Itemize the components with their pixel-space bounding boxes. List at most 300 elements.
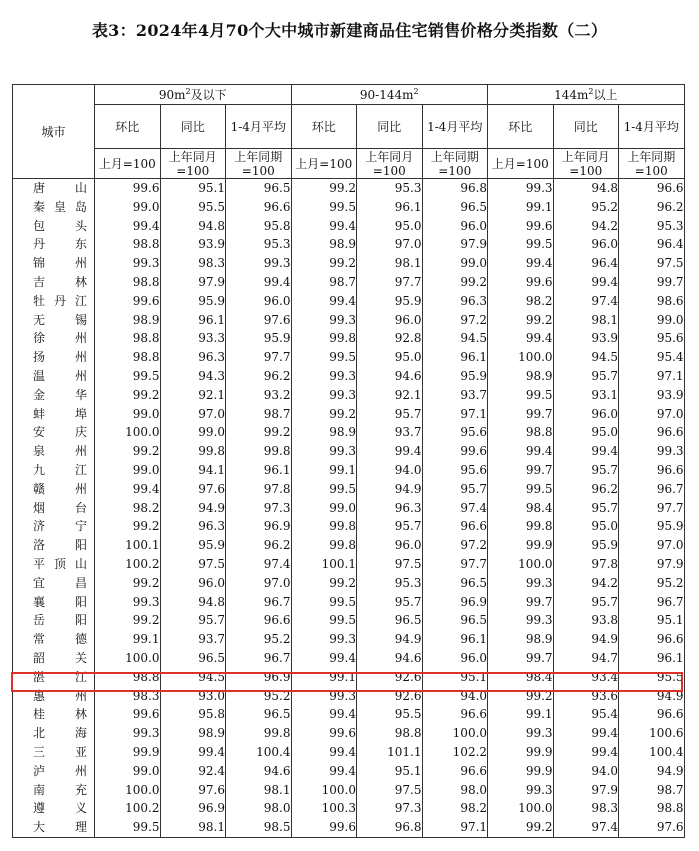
- city-name: 无锡: [33, 312, 87, 327]
- table-row: [13, 781, 685, 800]
- value-cell: 98.4: [488, 499, 554, 518]
- city-cell: [13, 649, 95, 668]
- value-cell: 98.1: [553, 311, 619, 330]
- value-cell: 96.0: [422, 217, 488, 236]
- value-cell: 95.2: [553, 198, 619, 217]
- value-cell: 99.3: [291, 367, 357, 386]
- value-cell: 95.5: [357, 705, 423, 724]
- value-cell: 96.2: [226, 536, 292, 555]
- price-index-table: [12, 84, 685, 838]
- value-cell: 100.4: [619, 743, 685, 762]
- value-cell: 100.2: [95, 799, 161, 818]
- value-cell: 97.3: [226, 499, 292, 518]
- value-cell: 99.8: [226, 442, 292, 461]
- value-cell: 97.7: [357, 273, 423, 292]
- city-cell: [13, 329, 95, 348]
- value-cell: 98.2: [422, 799, 488, 818]
- city-name: 韶关: [33, 650, 87, 665]
- value-cell: 94.9: [619, 762, 685, 781]
- table-row: [13, 273, 685, 292]
- value-cell: 96.0: [226, 292, 292, 311]
- city-cell: [13, 762, 95, 781]
- city-name: 徐州: [33, 331, 87, 346]
- value-cell: 98.8: [488, 423, 554, 442]
- value-cell: 99.6: [291, 818, 357, 837]
- value-cell: 97.6: [619, 818, 685, 837]
- value-cell: 98.8: [619, 799, 685, 818]
- value-cell: 96.7: [619, 480, 685, 499]
- value-cell: 96.0: [553, 405, 619, 424]
- value-cell: 93.3: [160, 329, 226, 348]
- value-cell: 96.0: [553, 235, 619, 254]
- value-cell: 99.5: [488, 480, 554, 499]
- value-cell: 95.7: [553, 499, 619, 518]
- value-cell: 94.0: [553, 762, 619, 781]
- value-cell: 99.2: [291, 405, 357, 424]
- value-cell: 96.5: [422, 198, 488, 217]
- value-cell: 99.7: [488, 649, 554, 668]
- table-row: [13, 499, 685, 518]
- sub-column-header: 1-4月平均: [226, 105, 292, 149]
- value-cell: 95.2: [226, 630, 292, 649]
- value-cell: 95.9: [553, 536, 619, 555]
- table-row: [13, 217, 685, 236]
- value-cell: 99.4: [95, 480, 161, 499]
- table-row: [13, 235, 685, 254]
- value-cell: 94.8: [553, 179, 619, 198]
- value-cell: 99.5: [291, 593, 357, 612]
- city-cell: [13, 593, 95, 612]
- value-cell: 97.8: [553, 555, 619, 574]
- value-cell: 99.9: [488, 762, 554, 781]
- sub-column-header: 同比: [553, 105, 619, 149]
- value-cell: 99.2: [95, 386, 161, 405]
- value-cell: 96.9: [226, 517, 292, 536]
- value-cell: 97.4: [553, 818, 619, 837]
- value-cell: 97.1: [422, 405, 488, 424]
- value-cell: 101.1: [357, 743, 423, 762]
- value-cell: 96.3: [357, 499, 423, 518]
- value-cell: 92.1: [357, 386, 423, 405]
- value-cell: 99.8: [488, 517, 554, 536]
- city-name: 济宁: [33, 519, 87, 534]
- value-cell: 99.7: [619, 273, 685, 292]
- value-cell: 93.4: [553, 668, 619, 687]
- value-cell: 95.7: [553, 367, 619, 386]
- value-cell: 99.3: [291, 630, 357, 649]
- value-cell: 95.3: [619, 217, 685, 236]
- base-column-header: 上年同月=100: [553, 149, 619, 179]
- value-cell: 97.5: [619, 254, 685, 273]
- base-column-header: 上年同期=100: [422, 149, 488, 179]
- value-cell: 99.0: [95, 198, 161, 217]
- value-cell: 95.7: [553, 461, 619, 480]
- value-cell: 99.3: [95, 254, 161, 273]
- value-cell: 99.0: [160, 423, 226, 442]
- city-name: 平顶山: [33, 556, 87, 571]
- value-cell: 96.6: [619, 705, 685, 724]
- value-cell: 95.9: [422, 367, 488, 386]
- value-cell: 93.7: [160, 630, 226, 649]
- city-cell: [13, 536, 95, 555]
- value-cell: 96.2: [619, 198, 685, 217]
- city-name: 吉林: [33, 274, 87, 289]
- value-cell: 99.7: [488, 593, 554, 612]
- city-cell: [13, 555, 95, 574]
- value-cell: 96.6: [226, 198, 292, 217]
- value-cell: 99.4: [553, 442, 619, 461]
- value-cell: 95.5: [619, 668, 685, 687]
- value-cell: 99.5: [95, 818, 161, 837]
- value-cell: 98.3: [95, 687, 161, 706]
- city-cell: [13, 461, 95, 480]
- city-name: 襄阳: [33, 594, 87, 609]
- value-cell: 98.2: [95, 499, 161, 518]
- value-cell: 96.7: [619, 593, 685, 612]
- value-cell: 98.9: [160, 724, 226, 743]
- table-row: [13, 386, 685, 405]
- base-column-header: 上年同期=100: [619, 149, 685, 179]
- value-cell: 97.1: [619, 367, 685, 386]
- value-cell: 98.2: [488, 292, 554, 311]
- city-name: 包头: [33, 218, 87, 233]
- value-cell: 99.3: [291, 687, 357, 706]
- city-name: 赣州: [33, 481, 87, 496]
- value-cell: 98.8: [95, 329, 161, 348]
- value-cell: 99.2: [291, 254, 357, 273]
- value-cell: 95.3: [226, 235, 292, 254]
- value-cell: 99.4: [291, 743, 357, 762]
- value-cell: 93.0: [160, 687, 226, 706]
- value-cell: 97.6: [160, 480, 226, 499]
- city-cell: [13, 574, 95, 593]
- value-cell: 96.0: [160, 574, 226, 593]
- value-cell: 94.2: [553, 217, 619, 236]
- value-cell: 96.5: [226, 179, 292, 198]
- value-cell: 99.1: [488, 705, 554, 724]
- value-cell: 99.6: [488, 273, 554, 292]
- value-cell: 98.8: [95, 668, 161, 687]
- value-cell: 99.2: [488, 687, 554, 706]
- value-cell: 99.9: [95, 743, 161, 762]
- value-cell: 100.0: [95, 781, 161, 800]
- value-cell: 99.9: [488, 743, 554, 762]
- table-row: [13, 611, 685, 630]
- value-cell: 96.7: [226, 593, 292, 612]
- value-cell: 100.0: [488, 555, 554, 574]
- value-cell: 100.3: [291, 799, 357, 818]
- value-cell: 95.1: [160, 179, 226, 198]
- value-cell: 96.9: [422, 593, 488, 612]
- value-cell: 95.9: [160, 536, 226, 555]
- value-cell: 99.3: [488, 611, 554, 630]
- table-row: [13, 461, 685, 480]
- value-cell: 99.0: [619, 311, 685, 330]
- city-name: 锦州: [33, 256, 87, 271]
- value-cell: 96.5: [160, 649, 226, 668]
- city-name: 泸州: [33, 763, 87, 778]
- city-cell: [13, 799, 95, 818]
- value-cell: 96.1: [422, 630, 488, 649]
- value-cell: 96.5: [357, 611, 423, 630]
- value-cell: 100.0: [488, 348, 554, 367]
- city-cell: [13, 743, 95, 762]
- value-cell: 96.5: [422, 574, 488, 593]
- value-cell: 94.8: [160, 593, 226, 612]
- value-cell: 99.6: [488, 217, 554, 236]
- city-name: 扬州: [33, 350, 87, 365]
- city-cell: [13, 480, 95, 499]
- value-cell: 95.3: [357, 574, 423, 593]
- value-cell: 95.2: [226, 687, 292, 706]
- value-cell: 99.8: [226, 724, 292, 743]
- table-row: [13, 630, 685, 649]
- base-column-header: 上月=100: [95, 149, 161, 179]
- value-cell: 93.2: [226, 386, 292, 405]
- value-cell: 98.8: [95, 235, 161, 254]
- value-cell: 99.8: [160, 442, 226, 461]
- value-cell: 99.4: [160, 743, 226, 762]
- value-cell: 99.1: [488, 198, 554, 217]
- value-cell: 97.9: [619, 555, 685, 574]
- value-cell: 99.2: [95, 517, 161, 536]
- table-body: [13, 179, 685, 838]
- city-name: 惠州: [33, 688, 87, 703]
- value-cell: 99.7: [488, 405, 554, 424]
- value-cell: 99.2: [488, 818, 554, 837]
- table-row: [13, 423, 685, 442]
- value-cell: 96.4: [553, 254, 619, 273]
- table-row: [13, 762, 685, 781]
- value-cell: 95.7: [422, 480, 488, 499]
- city-name: 大理: [33, 820, 87, 835]
- value-cell: 99.4: [291, 292, 357, 311]
- value-cell: 95.7: [357, 593, 423, 612]
- table-row: [13, 367, 685, 386]
- base-column-header: 上年同月=100: [357, 149, 423, 179]
- value-cell: 97.2: [422, 536, 488, 555]
- city-name: 金华: [33, 387, 87, 402]
- city-name: 温州: [33, 368, 87, 383]
- value-cell: 100.6: [619, 724, 685, 743]
- value-cell: 102.2: [422, 743, 488, 762]
- value-cell: 99.8: [291, 536, 357, 555]
- value-cell: 100.4: [226, 743, 292, 762]
- value-cell: 99.8: [291, 329, 357, 348]
- table-row: [13, 517, 685, 536]
- value-cell: 96.6: [619, 630, 685, 649]
- page-title: 表3：2024年4月70个大中城市新建商品住宅销售价格分类指数（二）: [91, 21, 608, 40]
- value-cell: 95.7: [553, 593, 619, 612]
- value-cell: 99.3: [488, 574, 554, 593]
- table-row: [13, 705, 685, 724]
- value-cell: 92.6: [357, 687, 423, 706]
- value-cell: 94.0: [357, 461, 423, 480]
- value-cell: 99.4: [95, 217, 161, 236]
- value-cell: 99.1: [291, 461, 357, 480]
- table-row: [13, 593, 685, 612]
- value-cell: 99.0: [291, 499, 357, 518]
- value-cell: 99.0: [95, 762, 161, 781]
- table-row: [13, 179, 685, 198]
- city-name: 秦皇岛: [33, 199, 87, 214]
- table-row: [13, 574, 685, 593]
- value-cell: 96.1: [357, 198, 423, 217]
- city-cell: [13, 311, 95, 330]
- value-cell: 94.3: [160, 367, 226, 386]
- city-name: 桂林: [33, 707, 87, 722]
- value-cell: 94.8: [160, 217, 226, 236]
- value-cell: 96.6: [422, 705, 488, 724]
- value-cell: 97.5: [357, 781, 423, 800]
- value-cell: 96.8: [422, 179, 488, 198]
- city-name: 九江: [33, 462, 87, 477]
- value-cell: 98.1: [357, 254, 423, 273]
- value-cell: 99.2: [488, 311, 554, 330]
- value-cell: 92.8: [357, 329, 423, 348]
- table-row: [13, 536, 685, 555]
- value-cell: 96.2: [553, 480, 619, 499]
- value-cell: 99.5: [291, 480, 357, 499]
- value-cell: 94.9: [619, 687, 685, 706]
- table-row: [13, 687, 685, 706]
- value-cell: 99.1: [95, 630, 161, 649]
- value-cell: 99.9: [488, 536, 554, 555]
- value-cell: 99.0: [95, 461, 161, 480]
- value-cell: 99.0: [422, 254, 488, 273]
- value-cell: 100.0: [95, 423, 161, 442]
- value-cell: 95.0: [357, 217, 423, 236]
- value-cell: 99.4: [488, 442, 554, 461]
- value-cell: 99.6: [291, 724, 357, 743]
- value-cell: 98.1: [226, 781, 292, 800]
- value-cell: 100.0: [95, 649, 161, 668]
- value-cell: 96.6: [619, 423, 685, 442]
- city-cell: [13, 179, 95, 198]
- value-cell: 99.6: [95, 292, 161, 311]
- value-cell: 94.9: [553, 630, 619, 649]
- value-cell: 96.5: [226, 705, 292, 724]
- city-name: 洛阳: [33, 538, 87, 553]
- value-cell: 99.4: [553, 724, 619, 743]
- value-cell: 95.0: [553, 517, 619, 536]
- city-cell: [13, 687, 95, 706]
- city-cell: [13, 235, 95, 254]
- sub-column-header: 1-4月平均: [422, 105, 488, 149]
- value-cell: 96.6: [422, 517, 488, 536]
- value-cell: 100.2: [95, 555, 161, 574]
- value-cell: 97.4: [422, 499, 488, 518]
- city-name: 丹东: [33, 237, 87, 252]
- table-row: [13, 799, 685, 818]
- table-row: [13, 555, 685, 574]
- value-cell: 100.0: [422, 724, 488, 743]
- value-cell: 95.3: [357, 179, 423, 198]
- value-cell: 99.2: [291, 574, 357, 593]
- value-cell: 98.8: [95, 273, 161, 292]
- city-name: 牡丹江: [33, 293, 87, 308]
- value-cell: 97.3: [357, 799, 423, 818]
- value-cell: 94.6: [357, 367, 423, 386]
- value-cell: 99.5: [291, 611, 357, 630]
- city-cell: [13, 386, 95, 405]
- city-cell: [13, 630, 95, 649]
- value-cell: 100.1: [95, 536, 161, 555]
- value-cell: 97.6: [226, 311, 292, 330]
- value-cell: 99.4: [553, 273, 619, 292]
- city-cell: [13, 254, 95, 273]
- value-cell: 99.6: [422, 442, 488, 461]
- city-name: 安庆: [33, 425, 87, 440]
- table-row: [13, 480, 685, 499]
- value-cell: 97.0: [226, 574, 292, 593]
- value-cell: 96.8: [357, 818, 423, 837]
- value-cell: 92.1: [160, 386, 226, 405]
- value-cell: 96.3: [160, 348, 226, 367]
- value-cell: 95.0: [357, 348, 423, 367]
- base-column-header: 上月=100: [488, 149, 554, 179]
- value-cell: 97.0: [160, 405, 226, 424]
- value-cell: 95.2: [619, 574, 685, 593]
- base-column-header: 上月=100: [291, 149, 357, 179]
- value-cell: 99.2: [422, 273, 488, 292]
- value-cell: 93.9: [160, 235, 226, 254]
- value-cell: 98.8: [357, 724, 423, 743]
- city-cell: [13, 818, 95, 837]
- table-header: [13, 85, 685, 179]
- city-name: 湛江: [33, 669, 87, 684]
- value-cell: 94.6: [226, 762, 292, 781]
- value-cell: 94.9: [357, 480, 423, 499]
- value-cell: 96.4: [619, 235, 685, 254]
- value-cell: 96.6: [422, 762, 488, 781]
- table-row: [13, 348, 685, 367]
- city-cell: [13, 423, 95, 442]
- sub-column-header: 环比: [95, 105, 161, 149]
- city-cell: [13, 198, 95, 217]
- value-cell: 92.4: [160, 762, 226, 781]
- city-column-header: 城市: [13, 85, 95, 179]
- value-cell: 95.1: [422, 668, 488, 687]
- city-name: 唐山: [33, 181, 87, 195]
- table-row: [13, 405, 685, 424]
- value-cell: 94.0: [422, 687, 488, 706]
- value-cell: 98.3: [160, 254, 226, 273]
- value-cell: 95.0: [553, 423, 619, 442]
- value-cell: 96.9: [160, 799, 226, 818]
- city-name: 泉州: [33, 444, 87, 459]
- sub-column-header: 环比: [488, 105, 554, 149]
- value-cell: 96.6: [619, 179, 685, 198]
- value-cell: 98.9: [488, 630, 554, 649]
- value-cell: 98.0: [422, 781, 488, 800]
- city-name: 烟台: [33, 500, 87, 515]
- value-cell: 96.3: [160, 517, 226, 536]
- value-cell: 94.5: [553, 348, 619, 367]
- value-cell: 95.8: [160, 705, 226, 724]
- value-cell: 99.2: [226, 423, 292, 442]
- city-name: 三亚: [33, 744, 87, 759]
- value-cell: 95.5: [160, 198, 226, 217]
- city-cell: [13, 781, 95, 800]
- value-cell: 97.0: [619, 536, 685, 555]
- group-header-small: $90m^2$及以下: [95, 85, 292, 105]
- value-cell: 97.9: [160, 273, 226, 292]
- city-cell: [13, 273, 95, 292]
- value-cell: 96.9: [226, 668, 292, 687]
- value-cell: 95.7: [160, 611, 226, 630]
- value-cell: 97.0: [357, 235, 423, 254]
